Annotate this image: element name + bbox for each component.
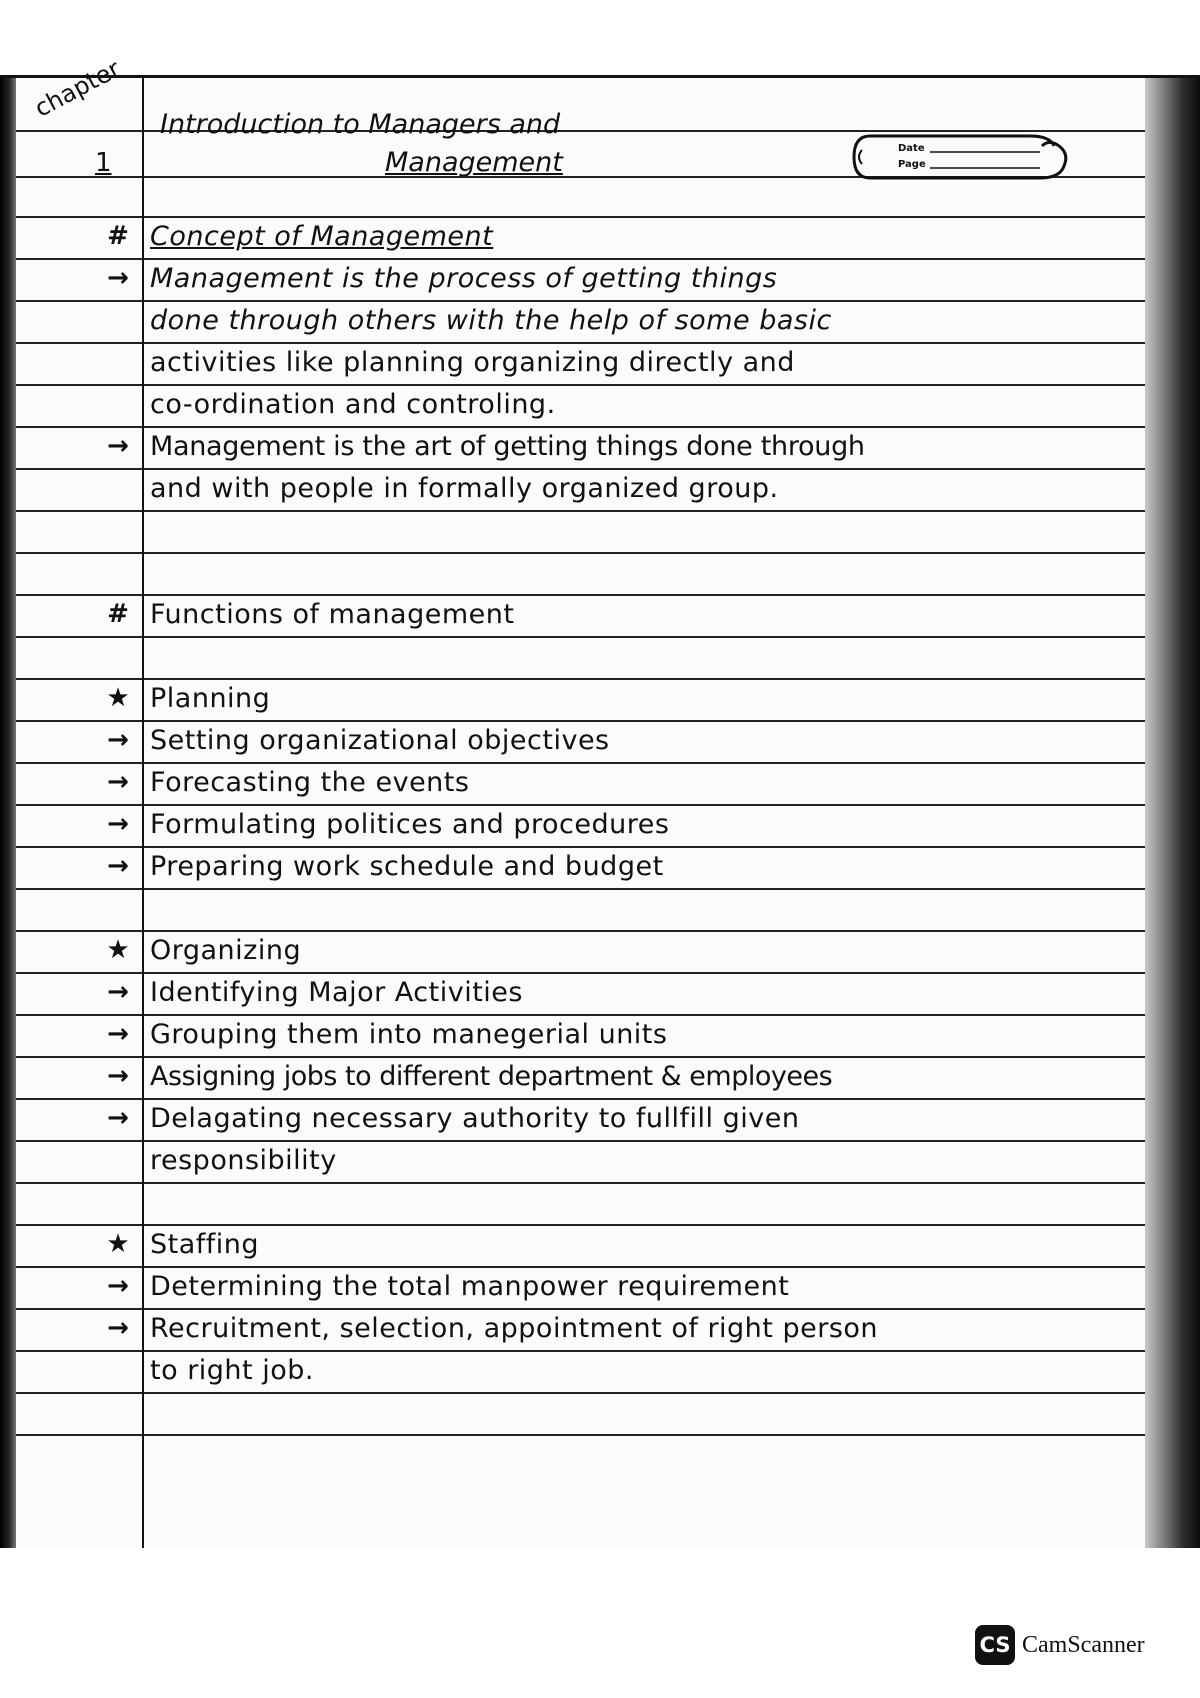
text-line: Management is the process of getting things [150, 263, 778, 294]
page-label: Page [898, 159, 926, 170]
date-box-frame-icon [850, 128, 1075, 186]
text-line: done through others with the help of some basic [150, 305, 832, 336]
arrow-marker: → [107, 851, 129, 881]
ruled-line [16, 930, 1145, 932]
date-page-box [850, 128, 1075, 186]
list-item: Forecasting the events [150, 767, 470, 798]
list-item-continuation: to right job. [150, 1355, 314, 1386]
ruled-line [16, 300, 1145, 302]
ruled-line [16, 972, 1145, 974]
list-item: Determining the total manpower requirement [150, 1271, 790, 1302]
ruled-line [16, 1266, 1145, 1268]
ruled-line [16, 888, 1145, 890]
arrow-marker: → [107, 263, 129, 293]
text-line: co-ordination and controling. [150, 389, 556, 420]
ruled-line [16, 1224, 1145, 1226]
list-item-continuation: responsibility [150, 1145, 337, 1176]
ruled-line [16, 1392, 1145, 1394]
ruled-line [16, 216, 1145, 218]
section-heading: Functions of management [150, 599, 515, 630]
date-label: Date [898, 143, 925, 154]
ruled-line [16, 678, 1145, 680]
ruled-line [16, 468, 1145, 470]
chapter-label: chapter [30, 54, 125, 123]
list-item: Setting organizational objectives [150, 725, 610, 756]
list-item: Delagating necessary authority to fullfill given [150, 1103, 800, 1134]
arrow-marker: → [107, 1313, 129, 1343]
group-title: Organizing [150, 935, 302, 966]
page-left-edge [0, 78, 16, 1548]
ruled-line [16, 552, 1145, 554]
list-item: Grouping them into manegerial units [150, 1019, 668, 1050]
camscanner-logo-icon: CS [975, 1625, 1015, 1665]
arrow-marker: → [107, 725, 129, 755]
arrow-marker: → [107, 431, 129, 461]
page-title [160, 106, 860, 182]
title-line-1: Introduction to Managers and [160, 109, 561, 140]
notebook-page [0, 54, 1200, 1548]
ruled-line [16, 1014, 1145, 1016]
camscanner-watermark [975, 1625, 1145, 1665]
ruled-line [16, 720, 1145, 722]
list-item: Preparing work schedule and budget [150, 851, 664, 882]
star-marker: ★ [106, 1229, 130, 1259]
ruled-line [16, 1098, 1145, 1100]
chapter-number: 1 [95, 148, 112, 178]
list-item: Identifying Major Activities [150, 977, 523, 1008]
star-marker: ★ [106, 683, 130, 713]
group-title: Planning [150, 683, 271, 714]
page-right-edge [1145, 78, 1200, 1548]
text-line: Management is the art of getting things done through [150, 431, 865, 462]
ruled-line [16, 1434, 1145, 1436]
ruled-line [16, 258, 1145, 260]
list-item: Formulating politices and procedures [150, 809, 670, 840]
ruled-line [16, 1182, 1145, 1184]
group-title: Staffing [150, 1229, 260, 1260]
text-line: activities like planning organizing directly and [150, 347, 795, 378]
list-item: Assigning jobs to different department & employees [150, 1061, 833, 1092]
ruled-line [16, 594, 1145, 596]
camscanner-brand: CamScanner [1022, 1631, 1145, 1658]
ruled-line [16, 1056, 1145, 1058]
arrow-marker: → [107, 1103, 129, 1133]
ruled-line [16, 1140, 1145, 1142]
ruled-line [16, 426, 1145, 428]
arrow-marker: → [107, 1019, 129, 1049]
section-heading: Concept of Management [150, 221, 494, 252]
text-line: and with people in formally organized group. [150, 473, 779, 504]
ruled-line [16, 762, 1145, 764]
arrow-marker: → [107, 1271, 129, 1301]
arrow-marker: → [107, 809, 129, 839]
arrow-marker: → [107, 1061, 129, 1091]
ruled-line [16, 1350, 1145, 1352]
ruled-line [16, 510, 1145, 512]
star-marker: ★ [106, 935, 130, 965]
ruled-line [16, 384, 1145, 386]
list-item: Recruitment, selection, appointment of right person [150, 1313, 879, 1344]
section-marker: # [107, 221, 129, 251]
arrow-marker: → [107, 767, 129, 797]
ruled-line [16, 342, 1145, 344]
ruled-line [16, 846, 1145, 848]
ruled-line [16, 1308, 1145, 1310]
ruled-line [16, 636, 1145, 638]
title-line-2: Management [385, 147, 563, 178]
ruled-line [16, 804, 1145, 806]
arrow-marker: → [107, 977, 129, 1007]
margin-line [142, 78, 144, 1548]
section-marker: # [107, 599, 129, 629]
